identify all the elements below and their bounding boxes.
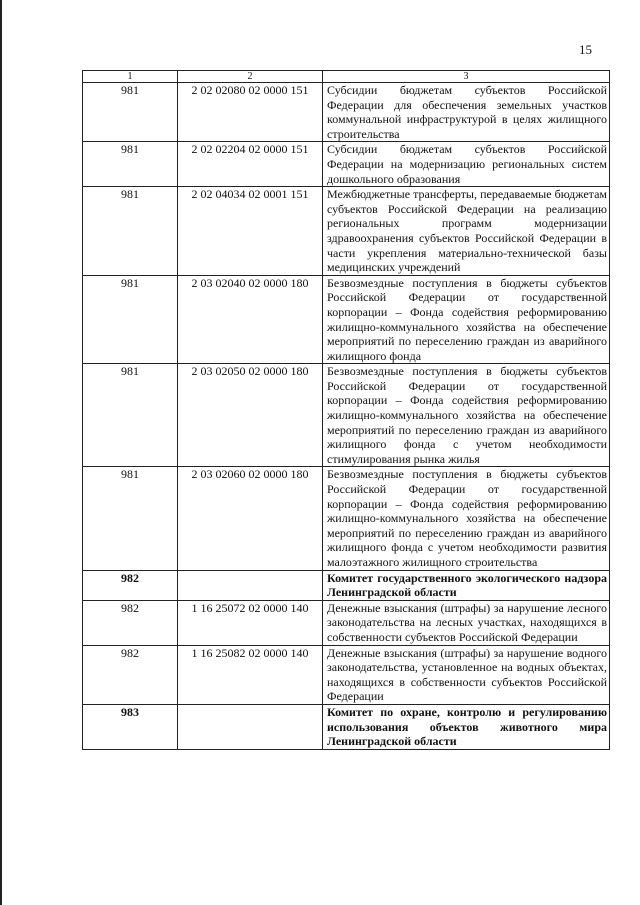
- admin-code-cell: 983: [83, 704, 178, 749]
- description-cell: Безвозмездные поступления в бюджеты субъектов Российской Федерации от государственной корпорации – Фонда содействия реформированию жилищно-коммунального хозяйства на обеспечение мероприятий по переселению граждан из аварийного жилищного фонда: [323, 275, 610, 364]
- budget-code-cell: 1 16 25082 02 0000 140: [178, 645, 323, 704]
- budget-code-cell: 2 03 02040 02 0000 180: [178, 275, 323, 364]
- budget-code-cell: 2 02 02080 02 0000 151: [178, 83, 323, 142]
- left-edge-line: [0, 0, 2, 905]
- description-cell: Денежные взыскания (штрафы) за нарушение лесного законодательства на лесных участках, находящихся в собственности субъектов Российской Федерации: [323, 600, 610, 645]
- admin-code-cell: 982: [83, 600, 178, 645]
- budget-code-cell: 2 03 02050 02 0000 180: [178, 364, 323, 467]
- header-col-3: 3: [323, 71, 610, 83]
- description-cell: Межбюджетные трансферты, передаваемые бюджетам субъектов Российской Федерации на реализацию региональных программ модернизации здравоохранения субъектов Российской Федерации в части укрепления материально-технической базы медицинских учреждений: [323, 187, 610, 276]
- header-col-2: 2: [178, 71, 323, 83]
- table-row: [83, 83, 610, 142]
- admin-code-cell: 981: [83, 364, 178, 467]
- admin-code-cell: 982: [83, 645, 178, 704]
- admin-code-cell: 981: [83, 467, 178, 570]
- budget-code-cell: 2 03 02060 02 0000 180: [178, 467, 323, 570]
- admin-code-cell: 981: [83, 83, 178, 142]
- description-cell: Комитет государственного экологического надзора Ленинградской области: [323, 570, 610, 600]
- table-row: [83, 645, 610, 704]
- budget-code-cell: 2 02 02204 02 0000 151: [178, 142, 323, 187]
- budget-code-cell: 2 02 04034 02 0001 151: [178, 187, 323, 276]
- table-row: [83, 187, 610, 276]
- description-cell: Безвозмездные поступления в бюджеты субъектов Российской Федерации от государственной корпорации – Фонда содействия реформированию жилищно-коммунального хозяйства на обеспечение мероприятий по переселению граждан из аварийного жилищного фонда с учетом необходимости развития малоэтажного жилищного строительства: [323, 467, 610, 570]
- table-row: [83, 142, 610, 187]
- budget-code-cell: [178, 704, 323, 749]
- table-header-row: [83, 71, 610, 83]
- description-cell: Безвозмездные поступления в бюджеты субъектов Российской Федерации от государственной корпорации – Фонда содействия реформированию жилищно-коммунального хозяйства на обеспечение мероприятий по переселению граждан из аварийного жилищного фонда с учетом необходимости стимулирования рынка жилья: [323, 364, 610, 467]
- table-row: [83, 704, 610, 749]
- table-row: [83, 275, 610, 364]
- budget-code-cell: [178, 570, 323, 600]
- admin-code-cell: 981: [83, 187, 178, 276]
- admin-code-cell: 981: [83, 275, 178, 364]
- page-number: 15: [579, 42, 592, 57]
- budget-codes-table: [82, 70, 610, 750]
- budget-code-cell: 1 16 25072 02 0000 140: [178, 600, 323, 645]
- description-cell: Комитет по охране, контролю и регулированию использования объектов животного мира Ленинградской области: [323, 704, 610, 749]
- admin-code-cell: 982: [83, 570, 178, 600]
- table-row: [83, 570, 610, 600]
- description-cell: Денежные взыскания (штрафы) за нарушение водного законодательства, установленное на водных объектах, находящихся в собственности субъектов Российской Федерации: [323, 645, 610, 704]
- admin-code-cell: 981: [83, 142, 178, 187]
- header-col-1: 1: [83, 71, 178, 83]
- table-row: [83, 600, 610, 645]
- table-row: [83, 364, 610, 467]
- description-cell: Субсидии бюджетам субъектов Российской Федерации для обеспечения земельных участков коммунальной инфраструктурой в целях жилищного строительства: [323, 83, 610, 142]
- description-cell: Субсидии бюджетам субъектов Российской Федерации на модернизацию региональных систем дошкольного образования: [323, 142, 610, 187]
- table-row: [83, 467, 610, 570]
